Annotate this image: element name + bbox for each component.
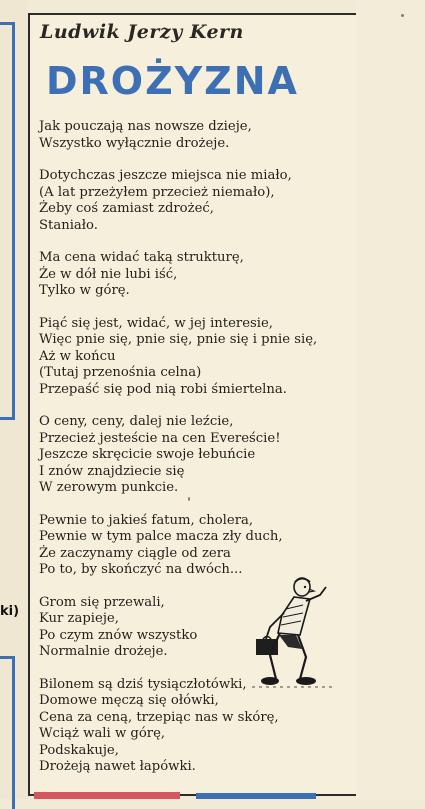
stanza (39, 316, 355, 399)
right-page-margin (356, 0, 425, 799)
poem-line: Grom się przewali, (39, 594, 165, 610)
stanza (39, 414, 355, 497)
poem-line: Przepaść się pod nią robi śmiertelna. (39, 381, 287, 397)
poem-line: Aż w końcu (39, 348, 116, 364)
neighbor-blue-frame-bottom (0, 656, 15, 809)
poem-line: Bilonem są dziś tysiączłotówki, (39, 676, 247, 692)
stanza (39, 168, 355, 234)
poem-line: Piąć się jest, widać, w jej interesie, (39, 315, 273, 331)
neighbor-page-text: ki) (0, 604, 20, 619)
neighbor-blue-frame-top (0, 22, 15, 420)
poem-line: Wciąż wali w górę, (39, 726, 166, 741)
stanza (39, 250, 355, 300)
poem-line: Kur zapieje, (39, 611, 119, 626)
poem-line: Tylko w górę. (39, 283, 130, 298)
poem-line: I znów znajdziecie się (39, 463, 185, 479)
poem-line: Staniało. (39, 217, 98, 233)
next-article-red-bar (34, 792, 180, 799)
poem-line: Pewnie to jakieś fatum, cholera, (39, 512, 254, 528)
poem-line: Wszystko wyłącznie drożeje. (39, 135, 230, 151)
poem-line: Jak pouczają nas nowsze dzieje, (39, 119, 252, 134)
poem-line: Przecież jesteście na cen Evereście! (39, 430, 281, 446)
poem-line: Że w dół nie lubi iść, (39, 266, 178, 282)
poem-line: Jeszcze skręcicie swoje łebuńcie (39, 447, 256, 462)
poem-line: W zerowym punkcie. (39, 480, 179, 495)
poem-line: Pewnie w tym palce macza zły duch, (39, 529, 283, 544)
climbing-man-with-suitcase-illustration (248, 575, 340, 693)
poem-line: (A lat przeżyłem przecież niemało), (39, 184, 275, 200)
poem-line: Że zaczynamy ciągle od zera (39, 545, 231, 561)
next-article-blue-bar (196, 793, 316, 799)
poem-line: Po czym znów wszystko (39, 627, 198, 643)
poem-line: O ceny, ceny, dalej nie leźcie, (39, 414, 234, 429)
poem-line: Domowe męczą się ołówki, (39, 693, 219, 708)
paper-speck (188, 497, 190, 501)
author-name: Ludwik Jerzy Kern (40, 21, 244, 43)
article-box (28, 13, 360, 796)
article-title: DROŻYZNA (46, 59, 299, 103)
poem-line: (Tutaj przenośnia celna) (39, 365, 202, 380)
poem-line: Podskakuje, (39, 742, 119, 758)
poem-line: Normalnie drożeje. (39, 644, 168, 659)
poem-line: Po to, by skończyć na dwóch... (39, 562, 243, 577)
poem-line: Więc pnie się, pnie się, pnie się i pnie się, (39, 332, 318, 347)
poem-line: Ma cena widać taką strukturę, (39, 250, 244, 265)
poem-line: Cena za ceną, trzepiąc nas w skórę, (39, 709, 279, 725)
poem-line: Żeby coś zamiast zdrożeć, (39, 201, 214, 216)
paper-speck (401, 14, 404, 17)
poem-line: Dotychczas jeszcze miejsca nie miało, (39, 168, 292, 183)
stanza (39, 513, 355, 579)
stanza (39, 119, 355, 152)
poem-line: Drożeją nawet łapówki. (39, 759, 196, 774)
